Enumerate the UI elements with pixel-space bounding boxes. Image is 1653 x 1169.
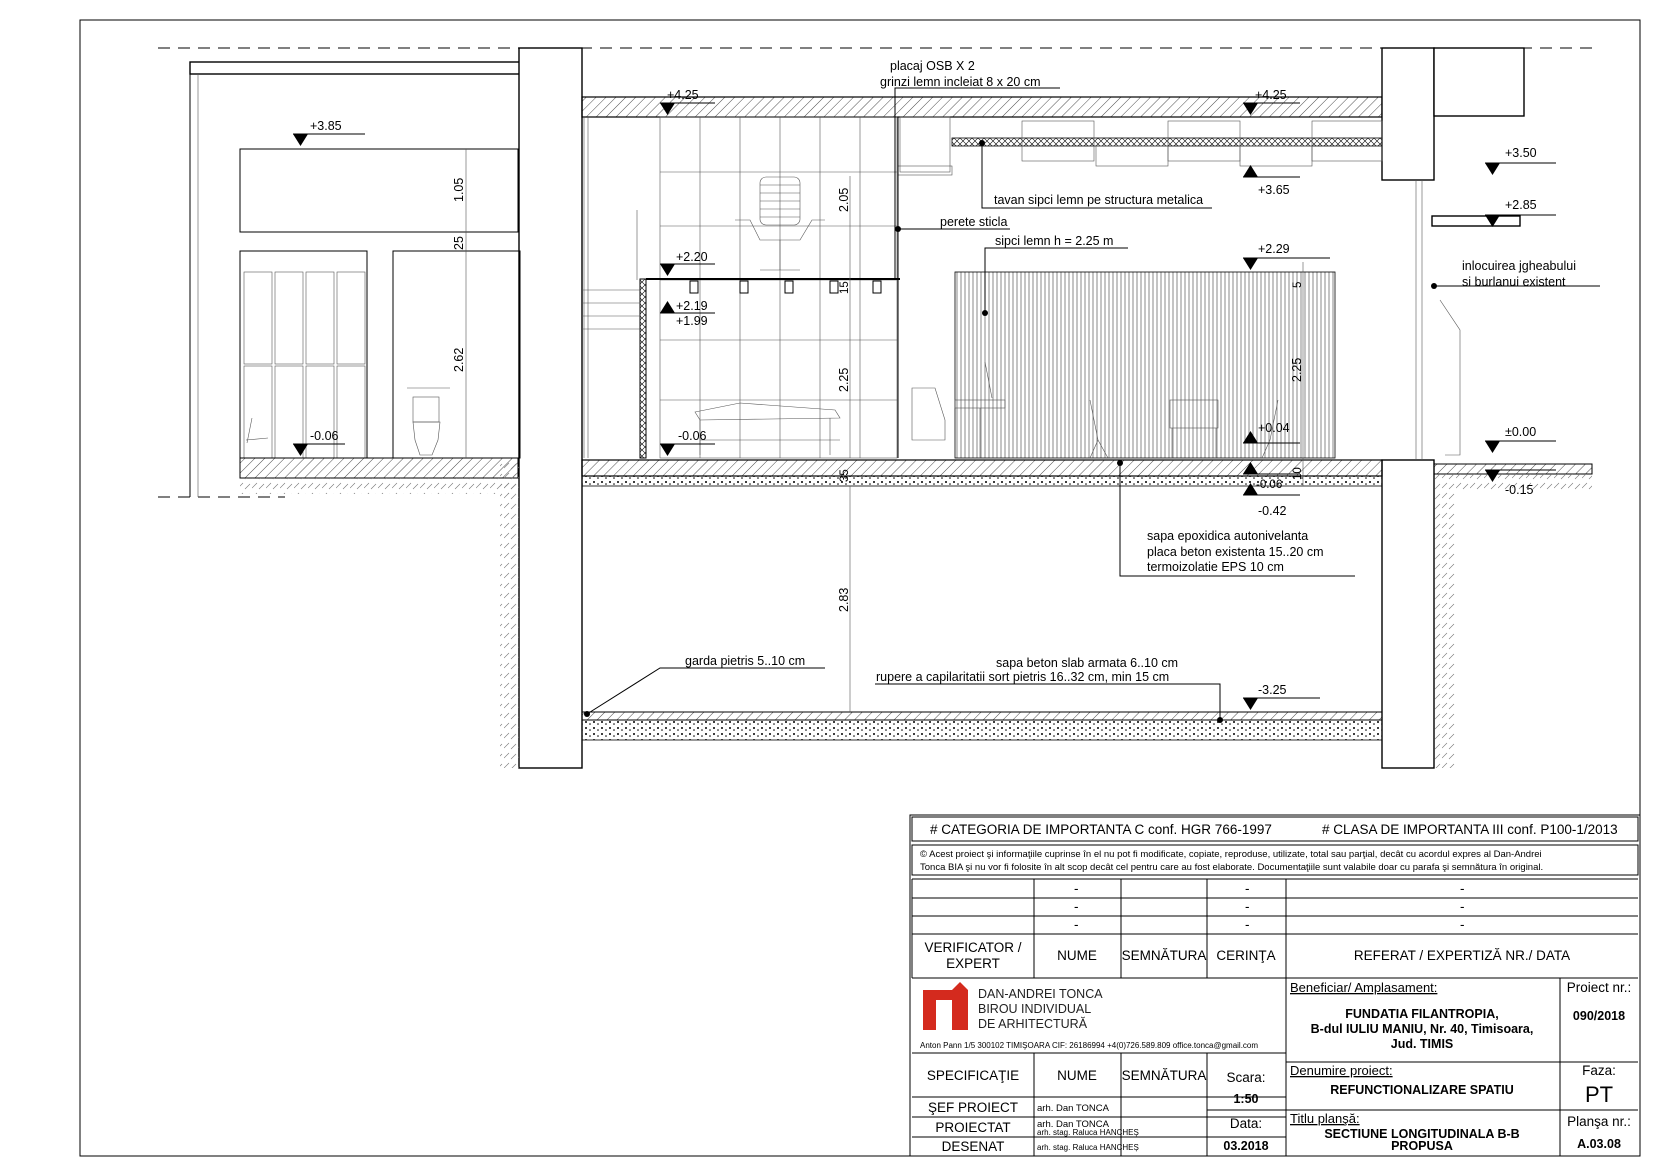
glass-partition-and-shelving	[584, 117, 952, 458]
chair-sketch	[246, 418, 268, 443]
main-wall-right	[1382, 460, 1434, 768]
categoria-text: # CATEGORIA DE IMPORTANTA C conf. HGR 766-1997	[930, 822, 1272, 837]
svg-text:2.05: 2.05	[837, 187, 851, 212]
svg-text:03.2018: 03.2018	[1223, 1139, 1269, 1153]
svg-text:SPECIFICAŢIE: SPECIFICAŢIE	[926, 1068, 1020, 1083]
level-marker	[293, 119, 365, 146]
svg-text:A.03.08: A.03.08	[1577, 1137, 1621, 1151]
level-marker	[1243, 165, 1300, 197]
svg-text:SEMNĂTURA: SEMNĂTURA	[1121, 948, 1207, 963]
svg-text:1.05: 1.05	[452, 177, 466, 202]
svg-text:-: -	[1245, 899, 1250, 914]
title-block	[910, 815, 1640, 1156]
svg-text:VERIFICATOR /: VERIFICATOR /	[924, 940, 1022, 955]
svg-text:+2.19: +2.19	[676, 299, 708, 313]
svg-text:rupere a capilaritatii sort pi: rupere a capilaritatii sort pietris 16..32 cm, min 15 cm	[876, 670, 1170, 684]
svg-text:sipci lemn h = 2.25 m: sipci lemn h = 2.25 m	[995, 234, 1114, 248]
svg-text:ŞEF PROIECT: ŞEF PROIECT	[927, 1100, 1019, 1115]
svg-text:SEMNĂTURA: SEMNĂTURA	[1121, 1068, 1207, 1083]
verifier-grid	[912, 879, 1638, 978]
svg-text:2.25: 2.25	[1290, 357, 1304, 382]
svg-text:REFUNCTIONALIZARE SPATIU: REFUNCTIONALIZARE SPATIU	[1330, 1083, 1514, 1097]
svg-text:Beneficiar/ Amplasament:: Beneficiar/ Amplasament:	[1290, 980, 1438, 995]
svg-text:termoizolatie EPS 10 cm: termoizolatie EPS 10 cm	[1147, 560, 1284, 574]
svg-text:+3.85: +3.85	[310, 119, 342, 133]
svg-text:inlocuirea jgheabului: inlocuirea jgheabului	[1462, 259, 1576, 273]
svg-text:garda pietris 5..10 cm: garda pietris 5..10 cm	[685, 654, 806, 668]
main-wall-left	[519, 48, 582, 768]
toilet-tank	[413, 397, 439, 422]
svg-text:DESENAT: DESENAT	[941, 1139, 1005, 1154]
level-marker	[1485, 146, 1556, 175]
svg-text:placa beton existenta 15..20 c: placa beton existenta 15..20 cm	[1147, 545, 1324, 559]
copyright-line-1: © Acest proiect şi informaţiile cuprinse în el nu pot fi modificate, copiate, reproduse, utilizate, total sau parţial, decât cu acordul expres al Dan-Andrei	[920, 849, 1542, 860]
svg-text:35: 35	[839, 469, 851, 482]
svg-text:2.62: 2.62	[452, 347, 466, 372]
svg-text:-0.06: -0.06	[1256, 479, 1283, 491]
svg-text:+4.25: +4.25	[1255, 88, 1287, 102]
svg-text:sapa beton slab armata 6..10 c: sapa beton slab armata 6..10 cm	[996, 656, 1179, 670]
svg-text:2.25: 2.25	[837, 367, 851, 392]
level-markers	[293, 88, 1556, 710]
svg-text:Planşa nr.:: Planşa nr.:	[1567, 1114, 1631, 1129]
level-marker	[660, 250, 715, 276]
svg-text:10: 10	[1292, 467, 1304, 480]
svg-text:+1.99: +1.99	[676, 314, 708, 328]
svg-text:-0.06: -0.06	[678, 429, 707, 443]
svg-text:-: -	[1074, 917, 1079, 932]
clasa-text: # CLASA DE IMPORTANTA III conf. P100-1/2013	[1322, 822, 1618, 837]
level-marker	[660, 299, 715, 328]
svg-text:perete sticla: perete sticla	[940, 215, 1008, 229]
svg-text:NUME: NUME	[1057, 948, 1097, 963]
svg-text:2.83: 2.83	[837, 587, 851, 612]
firm-name-3: DE ARHITECTURĂ	[978, 1017, 1088, 1031]
svg-text:-: -	[1460, 899, 1465, 914]
svg-text:B-dul IULIU MANIU, Nr. 40, Tim: B-dul IULIU MANIU, Nr. 40, Timisoara,	[1310, 1022, 1534, 1036]
svg-text:Jud. TIMIS: Jud. TIMIS	[1390, 1037, 1454, 1051]
svg-text:-0.15: -0.15	[1505, 483, 1534, 497]
svg-text:arh. Dan TONCA: arh. Dan TONCA	[1037, 1119, 1109, 1130]
level-marker	[1243, 683, 1320, 710]
mezzanine	[582, 279, 900, 458]
svg-text:Titlu planşă:: Titlu planşă:	[1290, 1111, 1360, 1126]
svg-text:Faza:: Faza:	[1582, 1063, 1616, 1078]
toilet-bowl	[413, 422, 440, 455]
left-annex	[190, 48, 582, 768]
svg-text:EXPERT: EXPERT	[946, 956, 1000, 971]
svg-text:1:50: 1:50	[1233, 1092, 1259, 1106]
svg-text:-: -	[1460, 881, 1465, 896]
svg-text:PROPUSA: PROPUSA	[1391, 1139, 1453, 1153]
level-marker	[1485, 425, 1556, 453]
svg-text:CERINŢA: CERINŢA	[1216, 948, 1276, 963]
svg-text:25: 25	[452, 236, 466, 250]
level-marker	[660, 429, 715, 456]
firm-contact: Anton Pann 1/5 300102 TIMIŞOARA CIF: 26186994 +4(0)726.589.809 office.tonca@gmail.com	[920, 1041, 1259, 1050]
right-cornice	[1434, 48, 1524, 116]
svg-text:-3.25: -3.25	[1258, 683, 1287, 697]
svg-text:-: -	[1460, 917, 1465, 932]
firm-logo	[923, 982, 968, 1030]
upper-cabinet	[240, 149, 518, 232]
svg-text:-0.42: -0.42	[1258, 504, 1287, 518]
firm-name-1: DAN-ANDREI TONCA	[978, 987, 1103, 1001]
svg-text:tavan sipci lemn pe structura: tavan sipci lemn pe structura metalica	[994, 193, 1204, 207]
locker-unit	[240, 251, 367, 458]
svg-text:PROIECTAT: PROIECTAT	[935, 1120, 1011, 1135]
svg-text:arh. stag. Raluca HANCHEȘ: arh. stag. Raluca HANCHEȘ	[1037, 1143, 1139, 1152]
svg-text:-: -	[1074, 881, 1079, 896]
svg-text:-: -	[1245, 917, 1250, 932]
svg-text:PT: PT	[1584, 1082, 1614, 1107]
empty-rows	[1074, 881, 1465, 932]
svg-text:-: -	[1074, 899, 1079, 914]
examination-bed	[695, 403, 840, 455]
svg-text:15: 15	[839, 281, 851, 294]
svg-text:Data:: Data:	[1229, 1116, 1263, 1131]
level-marker	[1243, 242, 1330, 270]
svg-text:placaj OSB X 2: placaj OSB X 2	[890, 59, 975, 73]
svg-text:Denumire proiect:: Denumire proiect:	[1290, 1063, 1393, 1078]
svg-text:FUNDATIA FILANTROPIA,: FUNDATIA FILANTROPIA,	[1345, 1007, 1499, 1021]
svg-text:SECTIUNE LONGITUDINALA B-B: SECTIUNE LONGITUDINALA B-B	[1324, 1127, 1520, 1141]
firm-name-2: BIROU INDIVIDUAL	[978, 1002, 1092, 1016]
svg-text:-: -	[1245, 881, 1250, 896]
svg-text:±0.00: ±0.00	[1505, 425, 1537, 439]
svg-text:REFERAT / EXPERTIZĂ NR./ DATA: REFERAT / EXPERTIZĂ NR./ DATA	[1353, 948, 1571, 963]
wood-slat-ceiling	[952, 121, 1382, 166]
svg-text:sapa epoxidica autonivelanta: sapa epoxidica autonivelanta	[1147, 529, 1309, 543]
svg-text:NUME: NUME	[1057, 1068, 1097, 1083]
svg-text:-0.06: -0.06	[310, 429, 339, 443]
right-canopy	[1432, 216, 1520, 226]
svg-text:+0.04: +0.04	[1258, 421, 1290, 435]
svg-text:Proiect nr.:: Proiect nr.:	[1566, 980, 1632, 995]
svg-text:+3.50: +3.50	[1505, 146, 1537, 160]
svg-text:grinzi lemn incleiat 8 x 20 cm: grinzi lemn incleiat 8 x 20 cm	[880, 75, 1041, 89]
svg-text:090/2018: 090/2018	[1572, 1009, 1626, 1023]
basement-level	[500, 460, 1456, 768]
copyright-line-2: Tonca BIA şi nu vor fi folosite în alt scop decât cel pentru care au fost elaborate. Documentaţiile sunt valabile doar cu parafa şi semnătura în original.	[920, 862, 1544, 873]
svg-text:Scara:: Scara:	[1226, 1070, 1266, 1085]
svg-text:si burlanui existent: si burlanui existent	[1462, 275, 1566, 289]
svg-text:arh. stag. Raluca HANCHEȘ: arh. stag. Raluca HANCHEȘ	[1037, 1128, 1139, 1137]
svg-text:+4.25: +4.25	[667, 88, 699, 102]
svg-text:+2.20: +2.20	[676, 250, 708, 264]
right-structure	[1382, 48, 1592, 768]
svg-text:+3.65: +3.65	[1258, 183, 1290, 197]
svg-text:+2.29: +2.29	[1258, 242, 1290, 256]
svg-text:arh. Dan TONCA: arh. Dan TONCA	[1037, 1103, 1109, 1114]
svg-text:5: 5	[1292, 281, 1304, 288]
svg-text:+2.85: +2.85	[1505, 198, 1537, 212]
left-floor-slab	[240, 458, 518, 478]
